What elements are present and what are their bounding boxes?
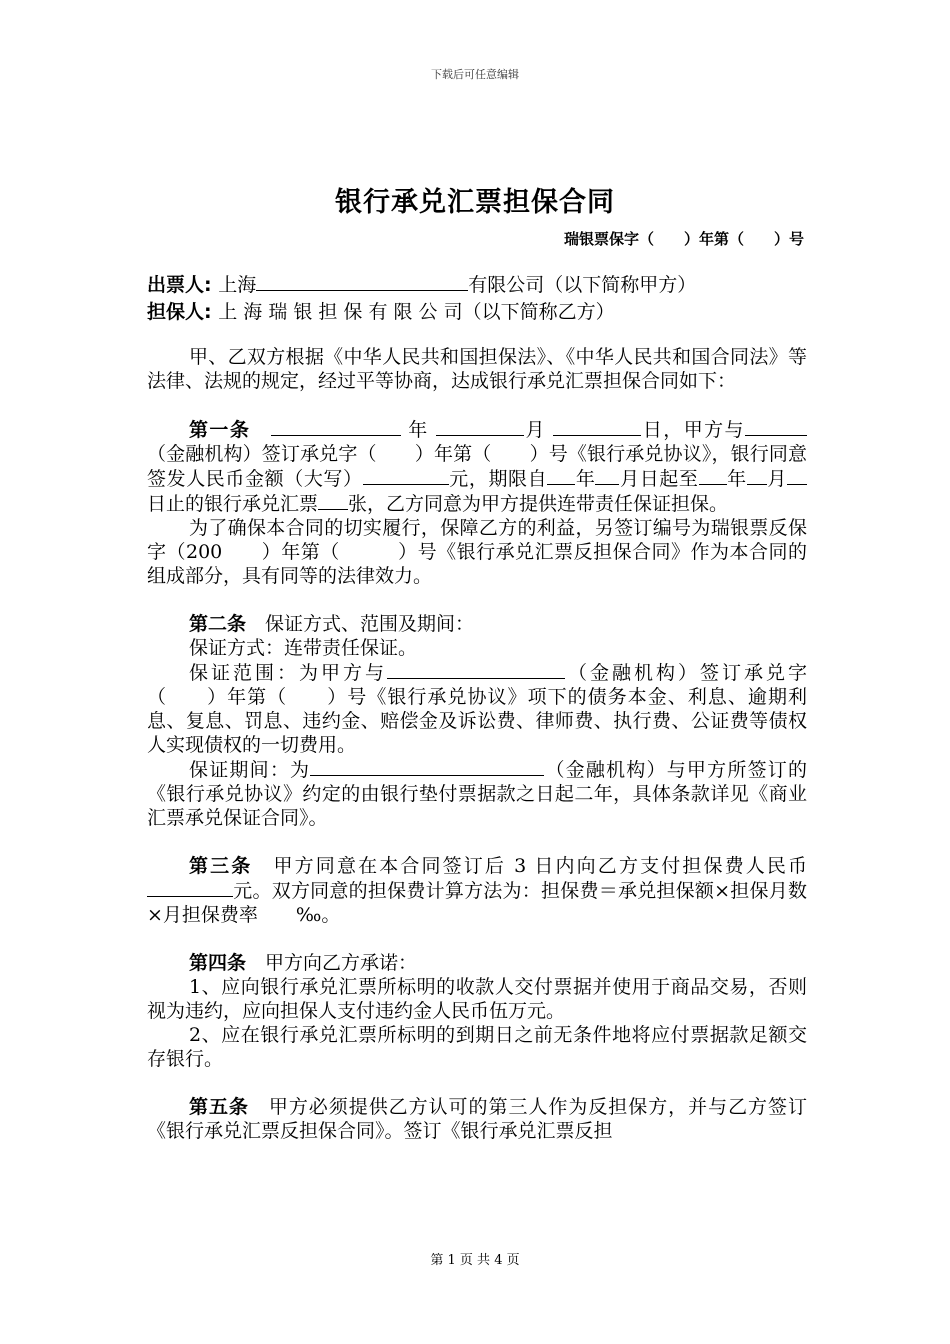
article-4-heading: 第四条 xyxy=(189,952,247,974)
article-2-scope xyxy=(147,660,807,757)
blank xyxy=(318,491,348,510)
guarantor-label: 担保人 xyxy=(147,301,205,323)
text: 甲方向乙方承诺： xyxy=(265,952,418,974)
article-3-heading: 第三条 xyxy=(189,855,253,877)
text: 保证期间：为 xyxy=(189,759,311,781)
text: 日起至 xyxy=(639,468,699,490)
text: （金融机构）签订承兑字（ ）年第（ ）号《银行承兑协议》项下的债务本金、利息、逾期利息、复息、罚息、违约金、赔偿金及诉讼费、律师费、执行费、公证费等债权人实现债权的一切费用。 xyxy=(147,662,807,756)
text: 年 xyxy=(575,468,596,490)
drawer-label: 出票人 xyxy=(147,274,205,296)
blank xyxy=(553,417,641,436)
colon: : xyxy=(204,274,219,296)
article-1-para-2: 为了确保本合同的切实履行，保障乙方的利益，另签订编号为瑞银票反保字（200 ）年第（ ）号《银行承兑汇票反担保合同》作为本合同的组成部分，具有同等的法律效力。 xyxy=(147,517,807,587)
blank xyxy=(547,466,575,485)
blank xyxy=(310,757,544,776)
article-4-item-2: 2、应在银行承兑汇票所标明的到期日之前无条件地将应付票据款足额交存银行。 xyxy=(147,1024,807,1070)
article-2-title xyxy=(147,612,807,636)
contract-number: 瑞银票保字（ ）年第（ ）号 xyxy=(563,230,804,248)
article-3 xyxy=(147,854,807,927)
text: 月 xyxy=(766,468,787,490)
article-4-title xyxy=(147,951,807,975)
text: 元，期限自 xyxy=(448,468,548,490)
drawer-suffix: 有限公司（以下简称甲方） xyxy=(468,274,697,296)
article-2-period xyxy=(147,757,807,830)
text: 保证范围：为甲方与 xyxy=(189,662,387,684)
page-number: 第 1 页 共 4 页 xyxy=(430,1253,520,1268)
text: 保证方式、范围及期间： xyxy=(265,613,475,635)
drawer-line xyxy=(147,272,817,299)
article-2-mode: 保证方式：连带责任保证。 xyxy=(189,637,418,659)
guarantor-name: 上 海 瑞 银 担 保 有 限 公 司（以下简称乙方） xyxy=(218,301,615,323)
article-2-heading: 第二条 xyxy=(189,613,247,635)
drawer-prefix: 上海 xyxy=(218,274,257,296)
contract-body xyxy=(147,345,807,1143)
blank xyxy=(363,466,449,485)
article-4-item-1: 1、应向银行承兑汇票所标明的收款人交付票据并使用于商品交易，否则视为违约，应向担保人支付违约金人民币伍万元。 xyxy=(147,976,807,1022)
document-title: 银行承兑汇票担保合同 xyxy=(335,187,615,218)
blank xyxy=(387,660,565,679)
blank xyxy=(699,466,727,485)
article-5-heading: 第五条 xyxy=(189,1096,249,1118)
text: 年 xyxy=(726,468,747,490)
text: 月 xyxy=(619,468,640,490)
blank xyxy=(747,466,767,485)
article-5 xyxy=(147,1095,807,1143)
article-1-para-1 xyxy=(147,417,807,516)
parties-block xyxy=(147,272,817,326)
guarantor-line xyxy=(147,299,817,326)
blank xyxy=(787,466,807,485)
blank xyxy=(595,466,619,485)
blank xyxy=(436,417,524,436)
blank xyxy=(271,417,401,436)
blank xyxy=(147,878,233,897)
article-1-heading: 第一条 xyxy=(189,419,251,441)
text: 张，乙方同意为甲方提供连带责任保证担保。 xyxy=(348,493,729,515)
colon: : xyxy=(204,301,219,323)
text: 月 xyxy=(524,419,546,441)
preamble: 甲、乙双方根据《中华人民共和国担保法》、《中华人民共和国合同法》等法律、法规的规定，经过平等协商，达成银行承兑汇票担保合同如下： xyxy=(147,346,807,392)
text: 甲方必须提供乙方认可的第三人作为反担保方，并与乙方签订《银行承兑汇票反担保合同》。签订《银行承兑汇票反担 xyxy=(147,1096,807,1142)
text: 年 xyxy=(408,419,429,441)
text: 日，甲方与 xyxy=(641,419,745,441)
text: （金融机构）与甲方所签订的《银行承兑协议》约定的由银行垫付票据款之日起二年，具体条款详见《商业汇票承兑保证合同》。 xyxy=(147,759,807,829)
blank xyxy=(745,417,807,436)
page-header-note: 下载后可任意编辑 xyxy=(431,68,519,81)
text: 甲方同意在本合同签订后 3 日内向乙方支付担保费人民币 xyxy=(273,855,807,877)
text: 元。双方同意的担保费计算方法为：担保费＝承兑担保额×担保月数×月担保费率 ‰。 xyxy=(147,880,807,926)
text: （金融机构）签订承兑字（ ）年第（ ）号《银行承兑协议》，银行同意签发人民币金额（大写） xyxy=(147,443,807,490)
drawer-blank xyxy=(256,272,468,291)
text: 日止的银行承兑汇票 xyxy=(147,493,319,515)
